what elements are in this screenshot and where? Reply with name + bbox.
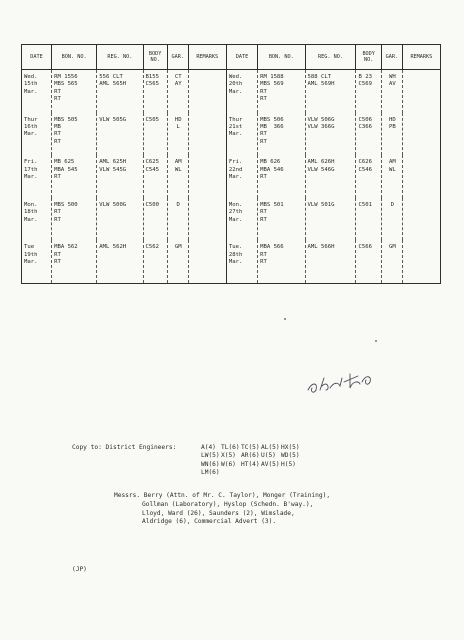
- depot-code: A(4): [201, 444, 216, 451]
- reg-no-cell: 556 CLT AML 565H: [97, 70, 143, 113]
- remarks-cell: [188, 70, 226, 113]
- date-cell: Mon. 27th Mar.: [226, 198, 257, 241]
- date-cell: Thur 16th Mar.: [22, 113, 52, 156]
- typist-reference: (JP): [72, 566, 87, 573]
- messrs-line: Lloyd, Ward (26), Saunders (2), Wimslade,: [142, 509, 295, 517]
- distribution-line: [201, 452, 301, 460]
- distribution-line: [201, 469, 301, 477]
- messrs-line: Messrs. Berry (Attn. of Mr. C. Taylor), Monger (Training),: [114, 492, 331, 499]
- body-no-cell: C566: [356, 240, 381, 283]
- depot-code: TC(5): [241, 444, 260, 451]
- header-bon-no: BON. NO.: [258, 45, 305, 70]
- copy-to-label: Copy to: District Engineers:: [72, 444, 177, 451]
- header-gar: GAR.: [167, 45, 188, 70]
- date-cell: Tue. 28th Mar.: [226, 240, 257, 283]
- depot-code: AV(5): [261, 460, 280, 468]
- header-date: DATE: [226, 45, 257, 70]
- depot-code: HT(4): [241, 460, 260, 468]
- garage-cell: AM WL: [167, 155, 188, 198]
- depot-code: W(6): [221, 460, 236, 468]
- speck-mark: [375, 340, 377, 342]
- bon-no-cell: MBS 501 RT RT: [258, 198, 305, 241]
- header-reg-no: REG. NO.: [97, 45, 143, 70]
- messrs-line: Aldridge (6), Commercial Advert (3).: [142, 518, 277, 526]
- header-body-no: BODY NO.: [143, 45, 167, 70]
- remarks-cell: [402, 240, 440, 283]
- table-row: [22, 155, 441, 198]
- body-no-cell: C506 C366: [356, 113, 381, 156]
- table-row: [22, 70, 441, 113]
- handwritten-signature: [300, 360, 380, 400]
- reg-no-cell: VLW 501G: [305, 198, 356, 241]
- reg-no-cell: AML 562H: [97, 240, 143, 283]
- reg-no-cell: VLW 506G VLW 366G: [305, 113, 356, 156]
- remarks-cell: [188, 240, 226, 283]
- depot-code: X(5): [221, 452, 236, 460]
- table-row: [22, 198, 441, 241]
- body-no-cell: C562: [143, 240, 167, 283]
- speck-mark: [284, 318, 286, 320]
- remarks-cell: [402, 198, 440, 241]
- garage-cell: D: [381, 198, 402, 241]
- remarks-cell: [188, 198, 226, 241]
- garage-cell: AM WL: [381, 155, 402, 198]
- header-remarks: REMARKS: [188, 45, 226, 70]
- body-no-cell: B155 C565: [143, 70, 167, 113]
- reg-no-cell: AML 626H VLW 546G: [305, 155, 356, 198]
- body-no-cell: C626 C546: [356, 155, 381, 198]
- reg-no-cell: VLW 500G: [97, 198, 143, 241]
- body-no-cell: B 23 C569: [356, 70, 381, 113]
- date-cell: Fri. 17th Mar.: [22, 155, 52, 198]
- garage-cell: HD L: [167, 113, 188, 156]
- date-cell: Thur 21st Mar.: [226, 113, 257, 156]
- table-row: [22, 240, 441, 283]
- date-cell: Wed. 15th Mar.: [22, 70, 52, 113]
- schedule-table: [21, 44, 441, 284]
- depot-code: [241, 469, 261, 477]
- garage-cell: GM: [381, 240, 402, 283]
- date-cell: Mon. 18th Mar.: [22, 198, 52, 241]
- header-row: [22, 45, 441, 70]
- garage-cell: CT AY: [167, 70, 188, 113]
- date-cell: Tue 19th Mar.: [22, 240, 52, 283]
- remarks-cell: [188, 155, 226, 198]
- reg-no-cell: AML 566H: [305, 240, 356, 283]
- date-cell: Wed. 20th Mar.: [226, 70, 257, 113]
- garage-cell: HD PB: [381, 113, 402, 156]
- distribution-line: [201, 461, 301, 469]
- depot-code: [261, 469, 281, 477]
- bon-no-cell: RM 1588 MBS 569 RT RT: [258, 70, 305, 113]
- remarks-cell: [402, 155, 440, 198]
- reg-no-cell: VLW 505G: [97, 113, 143, 156]
- depot-code: H(5): [281, 460, 296, 468]
- bon-no-cell: MBA 562 RT RT: [52, 240, 97, 283]
- body-no-cell: C501: [356, 198, 381, 241]
- depot-code: [221, 469, 241, 477]
- reg-no-cell: AML 625H VLW 545G: [97, 155, 143, 198]
- remarks-cell: [402, 70, 440, 113]
- garage-cell: GM: [167, 240, 188, 283]
- bon-no-cell: MBS 500 RT RT: [52, 198, 97, 241]
- depot-code: AL(5): [261, 444, 280, 451]
- reg-no-cell: 588 CLT AML 569H: [305, 70, 356, 113]
- header-reg-no: REG. NO.: [305, 45, 356, 70]
- distribution-line: [201, 444, 301, 452]
- table-row: [22, 113, 441, 156]
- bon-no-cell: MB 625 MBA 545 RT: [52, 155, 97, 198]
- bon-no-cell: MBS 505 MB RT RT: [52, 113, 97, 156]
- header-bon-no: BON. NO.: [52, 45, 97, 70]
- depot-code: LM(6): [201, 469, 220, 477]
- bon-no-cell: MB 626 MBA 546 RT: [258, 155, 305, 198]
- depot-code: TL(6): [221, 444, 240, 451]
- depot-code: LW(5): [201, 452, 220, 460]
- header-date: DATE: [22, 45, 52, 70]
- remarks-cell: [402, 113, 440, 156]
- messrs-distribution: [114, 492, 330, 527]
- depot-code: [281, 469, 301, 477]
- header-body-no: BODY NO.: [356, 45, 381, 70]
- depot-code: WD(5): [281, 452, 300, 460]
- depot-code: WN(6): [201, 460, 220, 468]
- depot-code: U(5): [261, 452, 276, 460]
- messrs-line: Gollman (Laboratory), Hyslop (Schedn. B'way.),: [142, 500, 314, 508]
- body-no-cell: C500: [143, 198, 167, 241]
- district-engineers-grid: [201, 444, 301, 478]
- header-gar: GAR.: [381, 45, 402, 70]
- bon-no-cell: MBS 506 MB 366 RT RT: [258, 113, 305, 156]
- garage-cell: D: [167, 198, 188, 241]
- date-cell: Fri. 22nd Mar.: [226, 155, 257, 198]
- depot-code: HX(5): [281, 444, 300, 451]
- depot-code: AR(6): [241, 452, 260, 460]
- bon-no-cell: RM 1556 MBS 565 RT RT: [52, 70, 97, 113]
- body-no-cell: C505: [143, 113, 167, 156]
- body-no-cell: C625 C545: [143, 155, 167, 198]
- header-remarks: REMARKS: [402, 45, 440, 70]
- remarks-cell: [188, 113, 226, 156]
- bon-no-cell: MBA 566 RT RT: [258, 240, 305, 283]
- garage-cell: WH AV: [381, 70, 402, 113]
